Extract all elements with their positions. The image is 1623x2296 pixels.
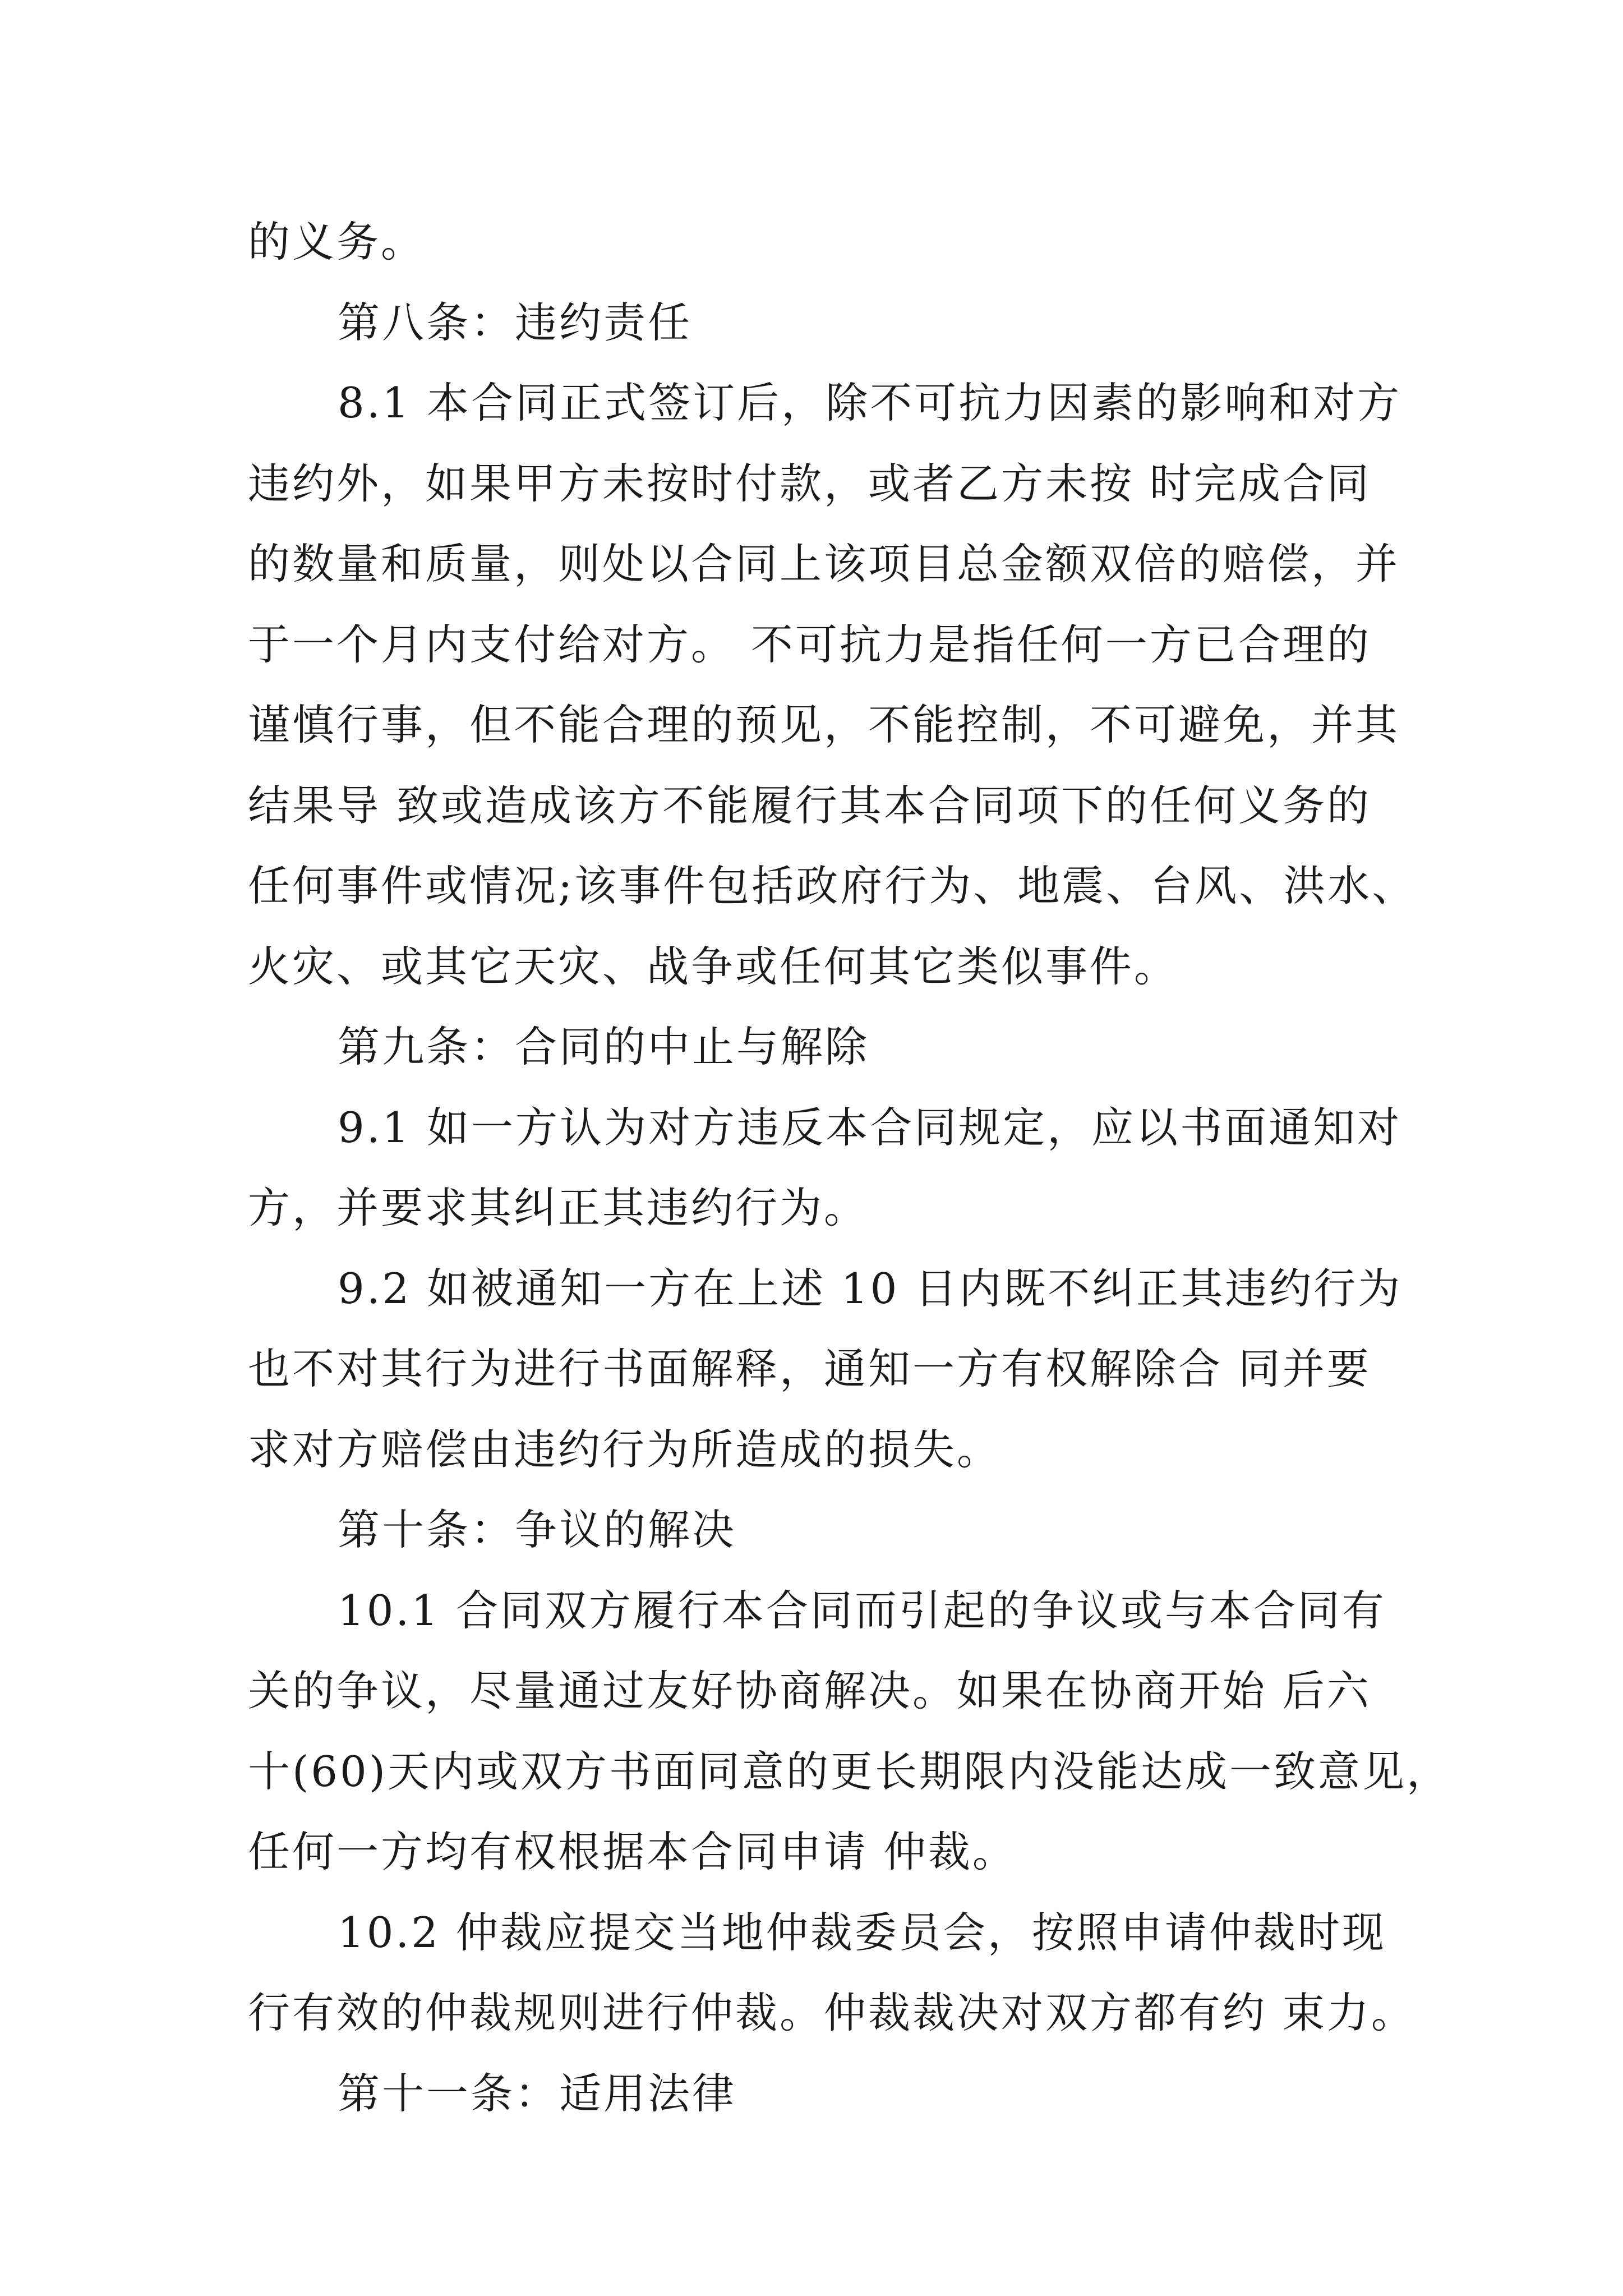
clause-9-1-line: 9.1 如一方认为对方违反本合同规定，应以书面通知对 <box>338 1102 1402 1152</box>
article-10-heading: 第十条：争议的解决 <box>338 1505 737 1554</box>
clause-9-2-line: 9.2 如被通知一方在上述 10 日内既不纠正其违约行为 <box>338 1263 1403 1313</box>
article-9-heading: 第九条：合同的中止与解除 <box>338 1022 870 1071</box>
text-line: 求对方赔偿由违约行为所造成的损失。 <box>248 1424 1002 1474</box>
article-8-heading: 第八条：违约责任 <box>338 297 693 347</box>
text-line: 行有效的仲裁规则进行仲裁。仲裁裁决对双方都有约 束力。 <box>248 1988 1415 2037</box>
text-line: 方，并要求其纠正其违约行为。 <box>248 1183 869 1232</box>
text-line: 任何一方均有权根据本合同申请 仲裁。 <box>248 1827 1017 1876</box>
clause-10-1-line: 10.1 合同双方履行本合同而引起的争议或与本合同有 <box>338 1585 1386 1635</box>
article-11-heading: 第十一条：适用法律 <box>338 2068 737 2118</box>
text-line: 违约外，如果甲方未按时付款，或者乙方未按 时完成合同 <box>248 458 1371 508</box>
text-line: 也不对其行为进行书面解释，通知一方有权解除合 同并要 <box>248 1344 1371 1393</box>
text-line: 火灾、或其它天灾、战争或任何其它类似事件。 <box>248 941 1179 991</box>
contract-text <box>248 202 1451 2134</box>
text-line: 关的争议，尽量通过友好协商解决。如果在协商开始 后六 <box>248 1666 1371 1715</box>
text-line: 谨慎行事，但不能合理的预见，不能控制，不可避免，并其 <box>248 700 1400 749</box>
text-line: 十(60)天内或双方书面同意的更长期限内没能达成一致意见， <box>248 1746 1451 1796</box>
clause-10-2-line: 10.2 仲裁应提交当地仲裁委员会，按照申请仲裁时现 <box>338 1907 1386 1957</box>
clause-8-1-line: 8.1 本合同正式签订后，除不可抗力因素的影响和对方 <box>338 378 1402 427</box>
text-line: 的数量和质量，则处以合同上该项目总金额双倍的赔偿，并 <box>248 539 1400 588</box>
text-line: 结果导 致或造成该方不能履行其本合同项下的任何义务的 <box>248 780 1371 830</box>
text-line: 的义务。 <box>248 217 426 266</box>
text-line: 任何事件或情况;该事件包括政府行为、地震、台风、洪水、 <box>248 861 1417 910</box>
text-line: 于一个月内支付给对方。 不可抗力是指任何一方已合理的 <box>248 619 1371 669</box>
